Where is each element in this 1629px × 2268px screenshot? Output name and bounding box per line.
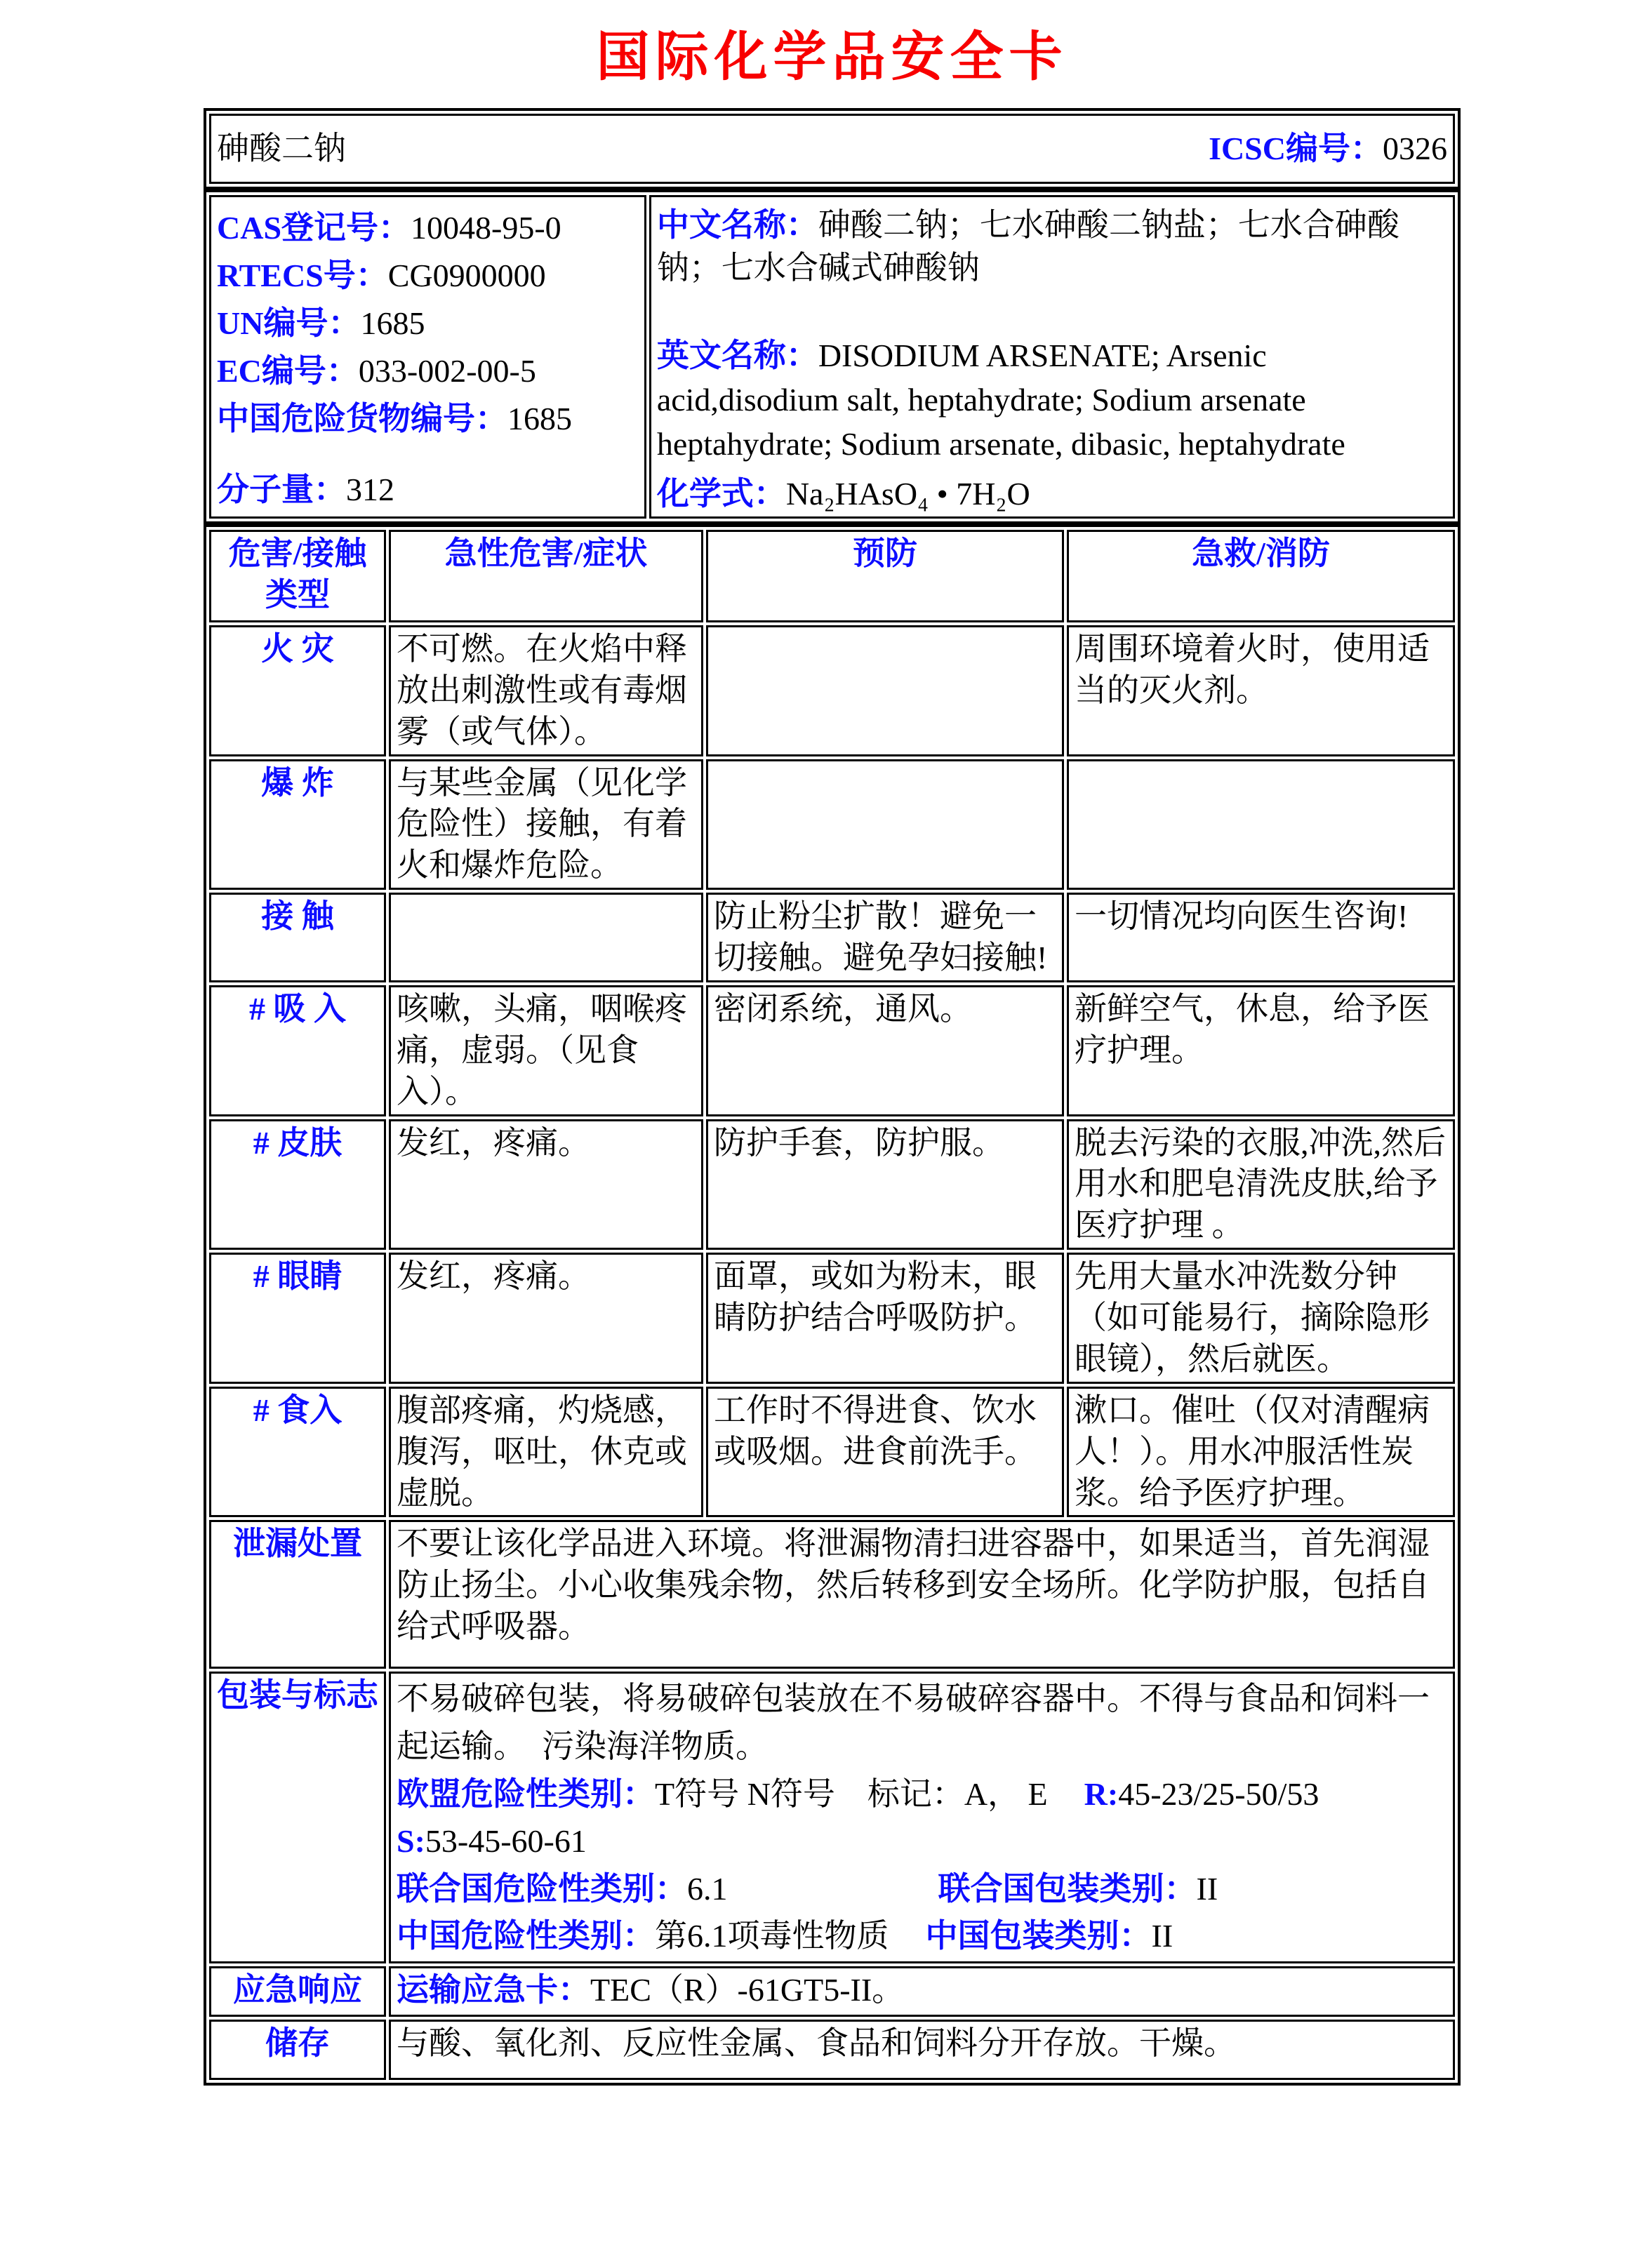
- un-hazard-class-value: 6.1: [687, 1870, 728, 1907]
- table-row-spill: [209, 1520, 1455, 1669]
- rtecs-value: CG0900000: [387, 258, 546, 293]
- eu-class-label: 欧盟危险性类别：: [397, 1775, 655, 1812]
- chinese-name-label: 中文名称：: [656, 207, 818, 243]
- cas-label: CAS登记号：: [217, 210, 411, 246]
- table-row-eyes: [209, 1253, 1455, 1384]
- cn-dangerous-goods-line: [217, 395, 639, 443]
- eyes-prevention: 面罩，或如为粉末，眼睛防护结合呼吸防护。: [706, 1253, 1064, 1384]
- inhalation-first-aid: 新鲜空气，休息，给予医疗护理。: [1067, 985, 1455, 1116]
- packaging-cell: [389, 1672, 1455, 1963]
- explosion-symptoms: 与某些金属（见化学危险性）接触，有着火和爆炸危险。: [389, 759, 703, 890]
- icsc-number: [1209, 128, 1447, 170]
- ec-label: EC编号：: [217, 353, 359, 389]
- packaging-s-phrases-line: [397, 1817, 1447, 1865]
- row-label-spill: 泄漏处置: [209, 1520, 386, 1669]
- skin-first-aid: 脱去污染的衣服,冲洗,然后用水和肥皂清洗皮肤,给予医疗护理 。: [1067, 1119, 1455, 1250]
- packaging-cn-class-line: [397, 1912, 1447, 1960]
- rtecs-number-line: [217, 252, 639, 300]
- table-row-inhalation: [209, 985, 1455, 1116]
- spill-text: 不要让该化学品进入环境。将泄漏物清扫进容器中，如果适当，首先润湿防止扬尘。小心收集残余物，然后转移到安全场所。化学防护服，包括自给式呼吸器。: [389, 1520, 1455, 1669]
- inhalation-symptoms: 咳嗽，头痛，咽喉疼痛，虚弱。（见食入）。: [389, 985, 703, 1116]
- table-row-exposure: [209, 893, 1455, 982]
- substance-name: 砷酸二钠: [217, 130, 346, 166]
- icsc-value: 0326: [1383, 130, 1447, 166]
- un-number-line: [217, 300, 639, 347]
- row-label-exposure: 接 触: [209, 893, 386, 982]
- col-header-prevention: 预防: [706, 530, 1064, 622]
- col-header-hazard-type: 危害/接触类型: [209, 530, 386, 622]
- cn-pack-group-label: 中国包装类别：: [925, 1918, 1152, 1954]
- chemical-formula-value: Na₂HAsO₄ • 7H₂O: [785, 476, 1030, 512]
- cas-number-line: [217, 204, 639, 252]
- ingestion-prevention: 工作时不得进食、饮水或吸烟。进食前洗手。: [706, 1387, 1064, 1518]
- transport-emergency-card-value: TEC（R）-61GT5-II。: [590, 1972, 905, 2008]
- table-row-packaging: [209, 1672, 1455, 1963]
- page-title: 国际化学品安全卡: [596, 28, 1068, 87]
- fire-first-aid: 周围环境着火时，使用适当的灭火剂。: [1067, 625, 1455, 756]
- row-label-explosion: 爆 炸: [209, 759, 386, 890]
- r-phrases-label: R:: [1084, 1775, 1119, 1812]
- un-value: 1685: [360, 305, 425, 341]
- english-name-label: 英文名称：: [656, 338, 818, 374]
- un-label: UN编号：: [217, 305, 361, 341]
- exposure-first-aid: 一切情况均向医生咨询!: [1067, 893, 1455, 982]
- english-name-value: DISODIUM ARSENATE; Arsenic acid,disodium salt, heptahydrate; Sodium arsenate heptahydrate; Sodium arsenate, dibasic, heptahydrate: [656, 338, 1345, 462]
- table-row-emergency: [209, 1966, 1455, 2017]
- exposure-symptoms: [389, 893, 703, 982]
- explosion-first-aid: [1067, 759, 1455, 890]
- eyes-symptoms: 发红，疼痛。: [389, 1253, 703, 1384]
- skin-symptoms: 发红，疼痛。: [389, 1119, 703, 1250]
- ingestion-first-aid: 漱口。催吐（仅对清醒病人！）。用水冲服活性炭浆。给予医疗护理。: [1067, 1387, 1455, 1518]
- s-phrases-label: S:: [397, 1823, 425, 1860]
- table-row-fire: [209, 625, 1455, 756]
- table-row-ingestion: [209, 1387, 1455, 1518]
- chinese-name-value: 砷酸二钠；七水砷酸二钠盐；七水合砷酸钠；七水合碱式砷酸钠: [656, 207, 1399, 286]
- fire-prevention: [706, 625, 1064, 756]
- chemical-formula: [657, 473, 1447, 515]
- packaging-un-class-line: [397, 1865, 1447, 1913]
- identification-table: [204, 189, 1461, 524]
- hazard-table: [204, 524, 1461, 2086]
- molecular-weight-label: 分子量：: [217, 471, 346, 507]
- molecular-weight-value: 312: [346, 471, 394, 507]
- row-label-eyes: # 眼睛: [209, 1253, 386, 1384]
- table-row-explosion: [209, 759, 1455, 890]
- chemical-formula-label: 化学式：: [656, 476, 786, 512]
- packaging-eu-class-line: [397, 1770, 1447, 1818]
- table-row-storage: [209, 2020, 1455, 2080]
- exposure-prevention: 防止粉尘扩散！避免一切接触。避免孕妇接触!: [706, 893, 1064, 982]
- col-header-symptoms: 急性危害/症状: [389, 530, 703, 622]
- row-label-skin: # 皮肤: [209, 1119, 386, 1250]
- ec-number-line: [217, 347, 639, 395]
- s-phrases-value: 53-45-60-61: [425, 1823, 587, 1860]
- rtecs-label: RTECS号：: [217, 258, 388, 293]
- cas-value: 10048-95-0: [411, 210, 561, 246]
- cn-hazard-class-value: 第6.1项毒性物质: [655, 1918, 889, 1954]
- un-hazard-class-label: 联合国危险性类别：: [397, 1870, 687, 1907]
- row-label-packaging: 包装与标志: [209, 1672, 386, 1963]
- cn-dangerous-goods-value: 1685: [507, 401, 572, 436]
- row-label-fire: 火 灾: [209, 625, 386, 756]
- table-row-skin: [209, 1119, 1455, 1250]
- molecular-weight-line: [217, 469, 639, 515]
- inhalation-prevention: 密闭系统，通风。: [706, 985, 1064, 1116]
- ec-value: 033-002-00-5: [358, 353, 536, 389]
- identification-ids-cell: [209, 195, 646, 519]
- row-label-ingestion: # 食入: [209, 1387, 386, 1518]
- row-label-emergency: 应急响应: [209, 1966, 386, 2017]
- eyes-first-aid: 先用大量水冲洗数分钟（如可能易行，摘除隐形眼镜），然后就医。: [1067, 1253, 1455, 1384]
- fire-symptoms: 不可燃。在火焰中释放出刺激性或有毒烟雾（或气体）。: [389, 625, 703, 756]
- ingestion-symptoms: 腹部疼痛，灼烧感，腹泻，呕吐，休克或虚脱。: [389, 1387, 703, 1518]
- skin-prevention: 防护手套，防护服。: [706, 1119, 1064, 1250]
- emergency-cell: [389, 1966, 1455, 2017]
- explosion-prevention: [706, 759, 1064, 890]
- hazard-header-row: [209, 530, 1455, 622]
- packaging-transport-note: 不易破碎包装，将易破碎包装放在不易破碎容器中。不得与食品和饲料一起运输。 污染海洋物质。: [397, 1681, 1430, 1764]
- row-label-storage: 储存: [209, 2020, 386, 2080]
- row-label-inhalation: # 吸 入: [209, 985, 386, 1116]
- header-table: [204, 108, 1461, 189]
- r-phrases-value: 45-23/25-50/53: [1118, 1775, 1319, 1812]
- un-pack-group-label: 联合国包装类别：: [938, 1870, 1197, 1907]
- cn-pack-group-value: II: [1151, 1918, 1173, 1954]
- identification-names-cell: [649, 195, 1455, 519]
- chinese-name: [657, 204, 1447, 289]
- transport-emergency-card-label: 运输应急卡：: [397, 1972, 590, 2008]
- eu-class-value: T符号 N符号 标记：A， E: [655, 1775, 1048, 1812]
- storage-text: 与酸、氧化剂、反应性金属、食品和饲料分开存放。干燥。: [389, 2020, 1455, 2080]
- english-name: [657, 334, 1447, 466]
- icsc-label: ICSC编号：: [1209, 130, 1383, 166]
- cn-hazard-class-label: 中国危险性类别：: [397, 1918, 655, 1954]
- cn-dangerous-goods-label: 中国危险货物编号：: [217, 401, 507, 436]
- header-cell: [209, 114, 1455, 184]
- col-header-first-aid: 急救/消防: [1067, 530, 1455, 622]
- un-pack-group-value: II: [1196, 1870, 1218, 1907]
